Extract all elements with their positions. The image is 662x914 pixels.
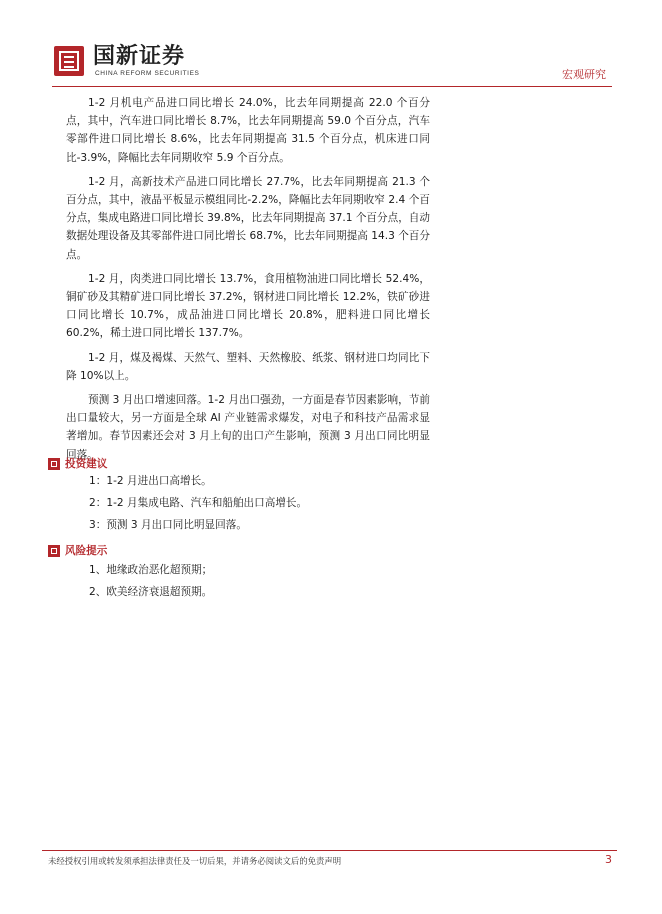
investment-item: 2：1-2 月集成电路、汽车和船舶出口高增长。 bbox=[89, 497, 308, 509]
investment-title: 投资建议 bbox=[65, 458, 108, 470]
paragraph-declining-imports: 1-2 月，煤及褐煤、天然气、塑料、天然橡胶、纸浆、钢材进口均同比下降 10%以上。 bbox=[66, 351, 430, 382]
section-bullet-icon bbox=[48, 545, 60, 557]
paragraph-hightech-imports: 1-2 月，高新技术产品进口同比增长 27.7%，比去年同期提高 21.3 个百分点，其中，液晶平板显示模组同比-2.2%，降幅比去年同期收窄 2.4 个百分点，集成电路进口同比增长 39.8%，比去年同期提高 37.1 个百分点，自动数据处理设备及其零部件进口同比增长 68.7%，比去年同期提高 14.3 个百分点。 bbox=[66, 175, 430, 261]
department-label: 宏观研究 bbox=[562, 68, 606, 81]
company-name-english: CHINA REFORM SECURITIES bbox=[95, 70, 200, 77]
footer-divider bbox=[42, 850, 617, 851]
company-name: 国新证券 bbox=[93, 44, 186, 69]
header-divider bbox=[52, 86, 612, 87]
paragraph-export-forecast: 预测 3 月出口增速回落。1-2 月出口强劲，一方面是春节因素影响，节前出口量较大，另一方面是全球 AI 产业链需求爆发，对电子和科技产品需求显著增加。春节因素还会对 3 月上旬的出口产生影响，预测 3 月出口同比明显回落。 bbox=[66, 394, 430, 461]
risk-item: 1、地缘政治恶化超预期； bbox=[89, 564, 213, 576]
paragraph-mechanical-imports: 1-2 月机电产品进口同比增长 24.0%，比去年同期提高 22.0 个百分点，其中，汽车进口同比增长 8.7%，比去年同期提高 59.0 个百分点，汽车零部件进口同比增长 8.6%，比去年同期提高 31.5 个百分点，机床进口同比-3.9%，降幅比去年同期收窄 5.9 个百分点。 bbox=[66, 97, 430, 164]
section-bullet-icon bbox=[48, 458, 60, 470]
page-header bbox=[0, 0, 662, 90]
risk-title: 风险提示 bbox=[65, 545, 108, 557]
risk-item: 2、欧美经济衰退超预期。 bbox=[89, 586, 213, 598]
investment-item: 1：1-2 月进出口高增长。 bbox=[89, 475, 212, 487]
paragraph-commodity-imports: 1-2 月，肉类进口同比增长 13.7%，食用植物油进口同比增长 52.4%，铜矿砂及其精矿进口同比增长 37.2%，钢材进口同比增长 12.2%，铁矿砂进口同比增长 10.7%，成品油进口同比增长 20.8%，肥料进口同比增长 60.2%，稀土进口同比增长 137.7%。 bbox=[66, 272, 430, 340]
investment-item: 3：预测 3 月出口同比明显回落。 bbox=[89, 519, 247, 531]
body-text bbox=[66, 94, 430, 470]
risk-section-heading bbox=[48, 544, 107, 558]
investment-section-heading bbox=[48, 457, 107, 471]
page-number: 3 bbox=[605, 853, 612, 866]
company-logo-icon bbox=[54, 46, 84, 76]
footer-disclaimer: 未经授权引用或转发须承担法律责任及一切后果，并请务必阅读文后的免责声明 bbox=[48, 856, 342, 866]
